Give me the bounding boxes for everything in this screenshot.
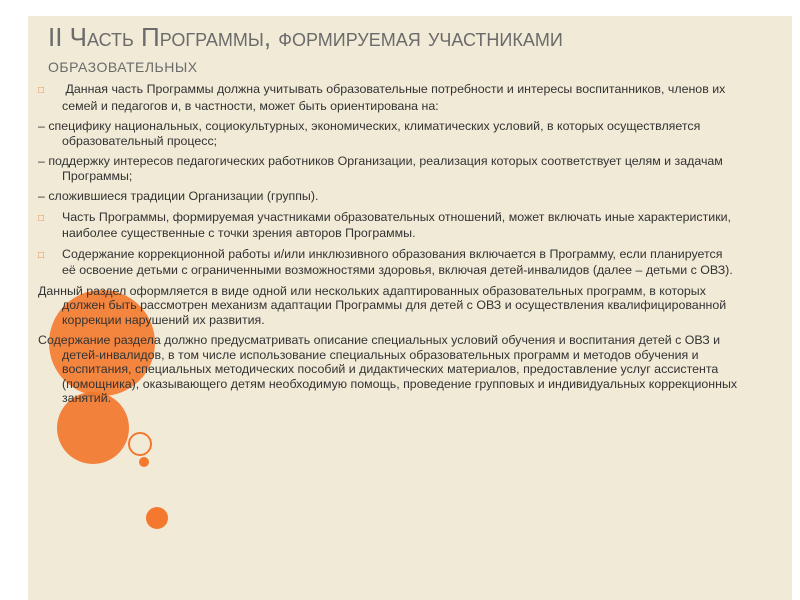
title-line-2: образовательных <box>48 55 198 77</box>
title-line-1: II Часть Программы, формируемая участниками <box>48 22 563 52</box>
paragraph <box>38 247 738 278</box>
bullet-icon: □ <box>38 85 45 96</box>
paragraph <box>38 189 738 204</box>
decor-ring <box>128 432 152 456</box>
paragraph <box>38 284 738 328</box>
decor-dot <box>139 457 149 467</box>
paragraph-text: Данный раздел оформляется в виде одной или нескольких адаптированных образовательных программ, в которых должен быть рассмотрен механизм адаптации Программы для детей с ОВЗ и осуществления квалифицированной коррекции нарушений их развития. <box>38 283 727 327</box>
paragraph-text: – сложившиеся традиции Организации (группы). <box>38 189 319 203</box>
bullet-icon: □ <box>38 249 45 261</box>
paragraph <box>38 154 738 183</box>
paragraph-text: Часть Программы, формируемая участниками образовательных отношений, может включать иные характеристики, наиболее существенные с точки зрения авторов Программы. <box>62 209 732 240</box>
bullet-icon: □ <box>38 212 45 224</box>
paragraph <box>38 119 738 148</box>
paragraph-text: Данная часть Программы должна учитывать образовательные потребности и интересы воспитанников, членов их семей и педагогов и, в частности, может быть ориентирована на: <box>62 82 726 113</box>
paragraph-text: Содержание коррекционной работы и/или инклюзивного образования включается в Программу, если планируется её освоение детьми с ограниченными возможностями здоровья, включая детей-инвалидов (далее – детьми с ОВЗ). <box>62 246 733 277</box>
paragraph-text: – специфику национальных, социокультурных, экономических, климатических условий, в которых осуществляется образовательный процесс; <box>38 119 701 148</box>
decor-circle-small <box>146 507 168 529</box>
paragraph-text: Содержание раздела должно предусматривать описание специальных условий обучения и воспитания детей с ОВЗ и детей-инвалидов, в том числе использование специальных образовательных программ и методов обучения и воспитания, специальных методических пособий и дидактических материалов, предоставление услуг ассистента (помощника), оказывающего детям необходимую помощь, проведение групповых и индивидуальных коррекционных занятий. <box>38 333 738 405</box>
paragraph-text: – поддержку интересов педагогических работников Организации, реализация которых соответствует целям и задачам Программы; <box>38 154 723 183</box>
paragraph <box>38 82 738 113</box>
paragraph <box>38 210 738 241</box>
slide-body <box>38 82 738 412</box>
slide-title <box>48 24 778 76</box>
paragraph <box>38 333 738 406</box>
